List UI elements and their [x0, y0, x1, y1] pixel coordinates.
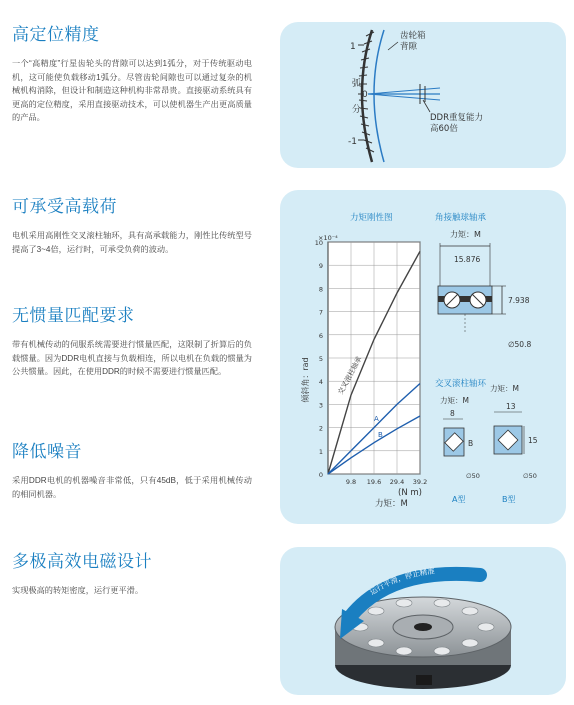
- ribbon-text: 运行平滑，停止精准: [368, 566, 436, 597]
- axis-char-1: 弧: [352, 79, 362, 89]
- x-axis-unit: (N m): [398, 488, 422, 498]
- label-ddr: DDR重复能力: [430, 113, 483, 123]
- connector: [416, 675, 432, 685]
- x-tick-label: 9.8: [345, 478, 357, 486]
- type-b-label: B型: [502, 495, 516, 504]
- angular-bearing-title: 角接触球轴承: [435, 213, 487, 223]
- type-b-torque: 力矩：M: [490, 384, 519, 393]
- y-tick-label: 0: [318, 471, 323, 479]
- cross-roller-title: 交叉滚柱轴环: [435, 379, 487, 389]
- section-precision: [12, 20, 252, 125]
- section-title: 降低噪音: [12, 442, 82, 462]
- y-tick-label: 2: [318, 424, 323, 433]
- tick-bottom: -1: [348, 137, 357, 147]
- section-body: 采用DDR电机的机器噪音非常低，只有45dB，低于采用机械传动的相同机器。: [12, 476, 252, 499]
- x-axis-label: 力矩：M: [375, 499, 408, 509]
- type-a-dia: ∅50: [466, 472, 480, 480]
- section-body: 一个“高精度”行星齿轮头的背隙可以达到1弧分，对于传统驱动电机，这可能使负载移动1弧分。尽管齿轮间隙也可以通过复杂的机械机构消除，但设计和制造这种机构非常昂贵。直接驱动系统具有更高的定位精度，采用直接驱动技术，可以使机器生产出更高质量的产品。: [12, 59, 252, 122]
- angular-dim-width: 15.876: [454, 255, 481, 264]
- label-gear: 齿轮箱: [400, 31, 426, 41]
- y-tick-label: 10: [314, 239, 323, 247]
- stiffness-chart: [280, 190, 566, 524]
- type-b-width: 13: [506, 402, 516, 411]
- x-tick-label: 29.4: [389, 478, 405, 486]
- label-backlash: 背隙: [400, 42, 418, 52]
- y-axis-label: 倾斜角：rad: [301, 357, 310, 403]
- section-body: 电机采用高刚性交叉滚柱轴环，具有高承载能力，刚性比传统型号提高了3~4倍，运行时，可承受负荷的波动。: [12, 231, 252, 254]
- curve-label-a: A: [374, 415, 379, 423]
- y-tick-label: 5: [318, 355, 323, 363]
- precision-panel: [280, 22, 566, 168]
- curve-label-b: B: [378, 431, 383, 439]
- section-noise: [12, 437, 252, 501]
- section-title: 高定位精度: [12, 25, 100, 45]
- y-tick-label: 9: [318, 262, 323, 271]
- section-title: 多极高效电磁设计: [12, 552, 152, 572]
- angular-dim-height: 7.938: [508, 296, 530, 305]
- type-a-torque: 力矩：M: [440, 396, 469, 405]
- label-ddr-factor: 高60倍: [430, 124, 458, 134]
- section-title: 无惯量匹配要求: [12, 306, 135, 326]
- angular-dim-dia: ∅50.8: [508, 340, 532, 349]
- y-tick-label: 3: [318, 401, 323, 410]
- angular-torque: 力矩：M: [450, 230, 481, 239]
- section-body: 实现极高的转矩密度，运行更平滑。: [12, 586, 144, 595]
- section-title: 可承受高载荷: [12, 197, 117, 217]
- y-tick-label: 1: [318, 447, 323, 456]
- x-tick-label: 39.2: [412, 478, 428, 486]
- tick-top: 1: [350, 42, 356, 52]
- type-a-label: A型: [452, 495, 466, 504]
- section-body: 带有机械传动的伺服系统需要进行惯量匹配，这限制了折算后的负载惯量。因为DDR电机直接与负载相连，所以电机在负载的惯量为公共惯量。因此，在使用DDR的时候不需要进行惯量匹配。: [12, 340, 252, 376]
- y-tick-label: 8: [318, 285, 323, 294]
- curve-label-cross-roller: 交叉滚柱轴承: [336, 355, 364, 396]
- type-b-height: 15: [528, 436, 538, 445]
- section-electromagnetic: [12, 547, 252, 598]
- precision-diagram: [280, 22, 566, 168]
- motor-panel: [280, 547, 566, 695]
- y-tick-label: 4: [318, 378, 323, 387]
- y-exponent: ×10⁻⁴: [318, 234, 338, 242]
- chart-title: 力矩刚性图: [350, 213, 393, 223]
- type-a-b-label: B: [468, 439, 474, 448]
- section-load: [12, 192, 252, 256]
- tick-zero: 0: [362, 90, 368, 100]
- y-tick-label: 6: [318, 331, 323, 340]
- x-tick-label: 19.6: [366, 478, 382, 486]
- stiffness-panel: [280, 190, 566, 524]
- inner-arc: [374, 30, 384, 162]
- type-b-dia: ∅50: [523, 472, 537, 480]
- type-a-width: 8: [450, 409, 455, 418]
- motor-illustration: [280, 547, 566, 695]
- shaft-hole: [414, 623, 432, 631]
- section-inertia: [12, 301, 252, 379]
- axis-char-2: 分: [352, 105, 362, 115]
- y-tick-label: 7: [318, 308, 323, 317]
